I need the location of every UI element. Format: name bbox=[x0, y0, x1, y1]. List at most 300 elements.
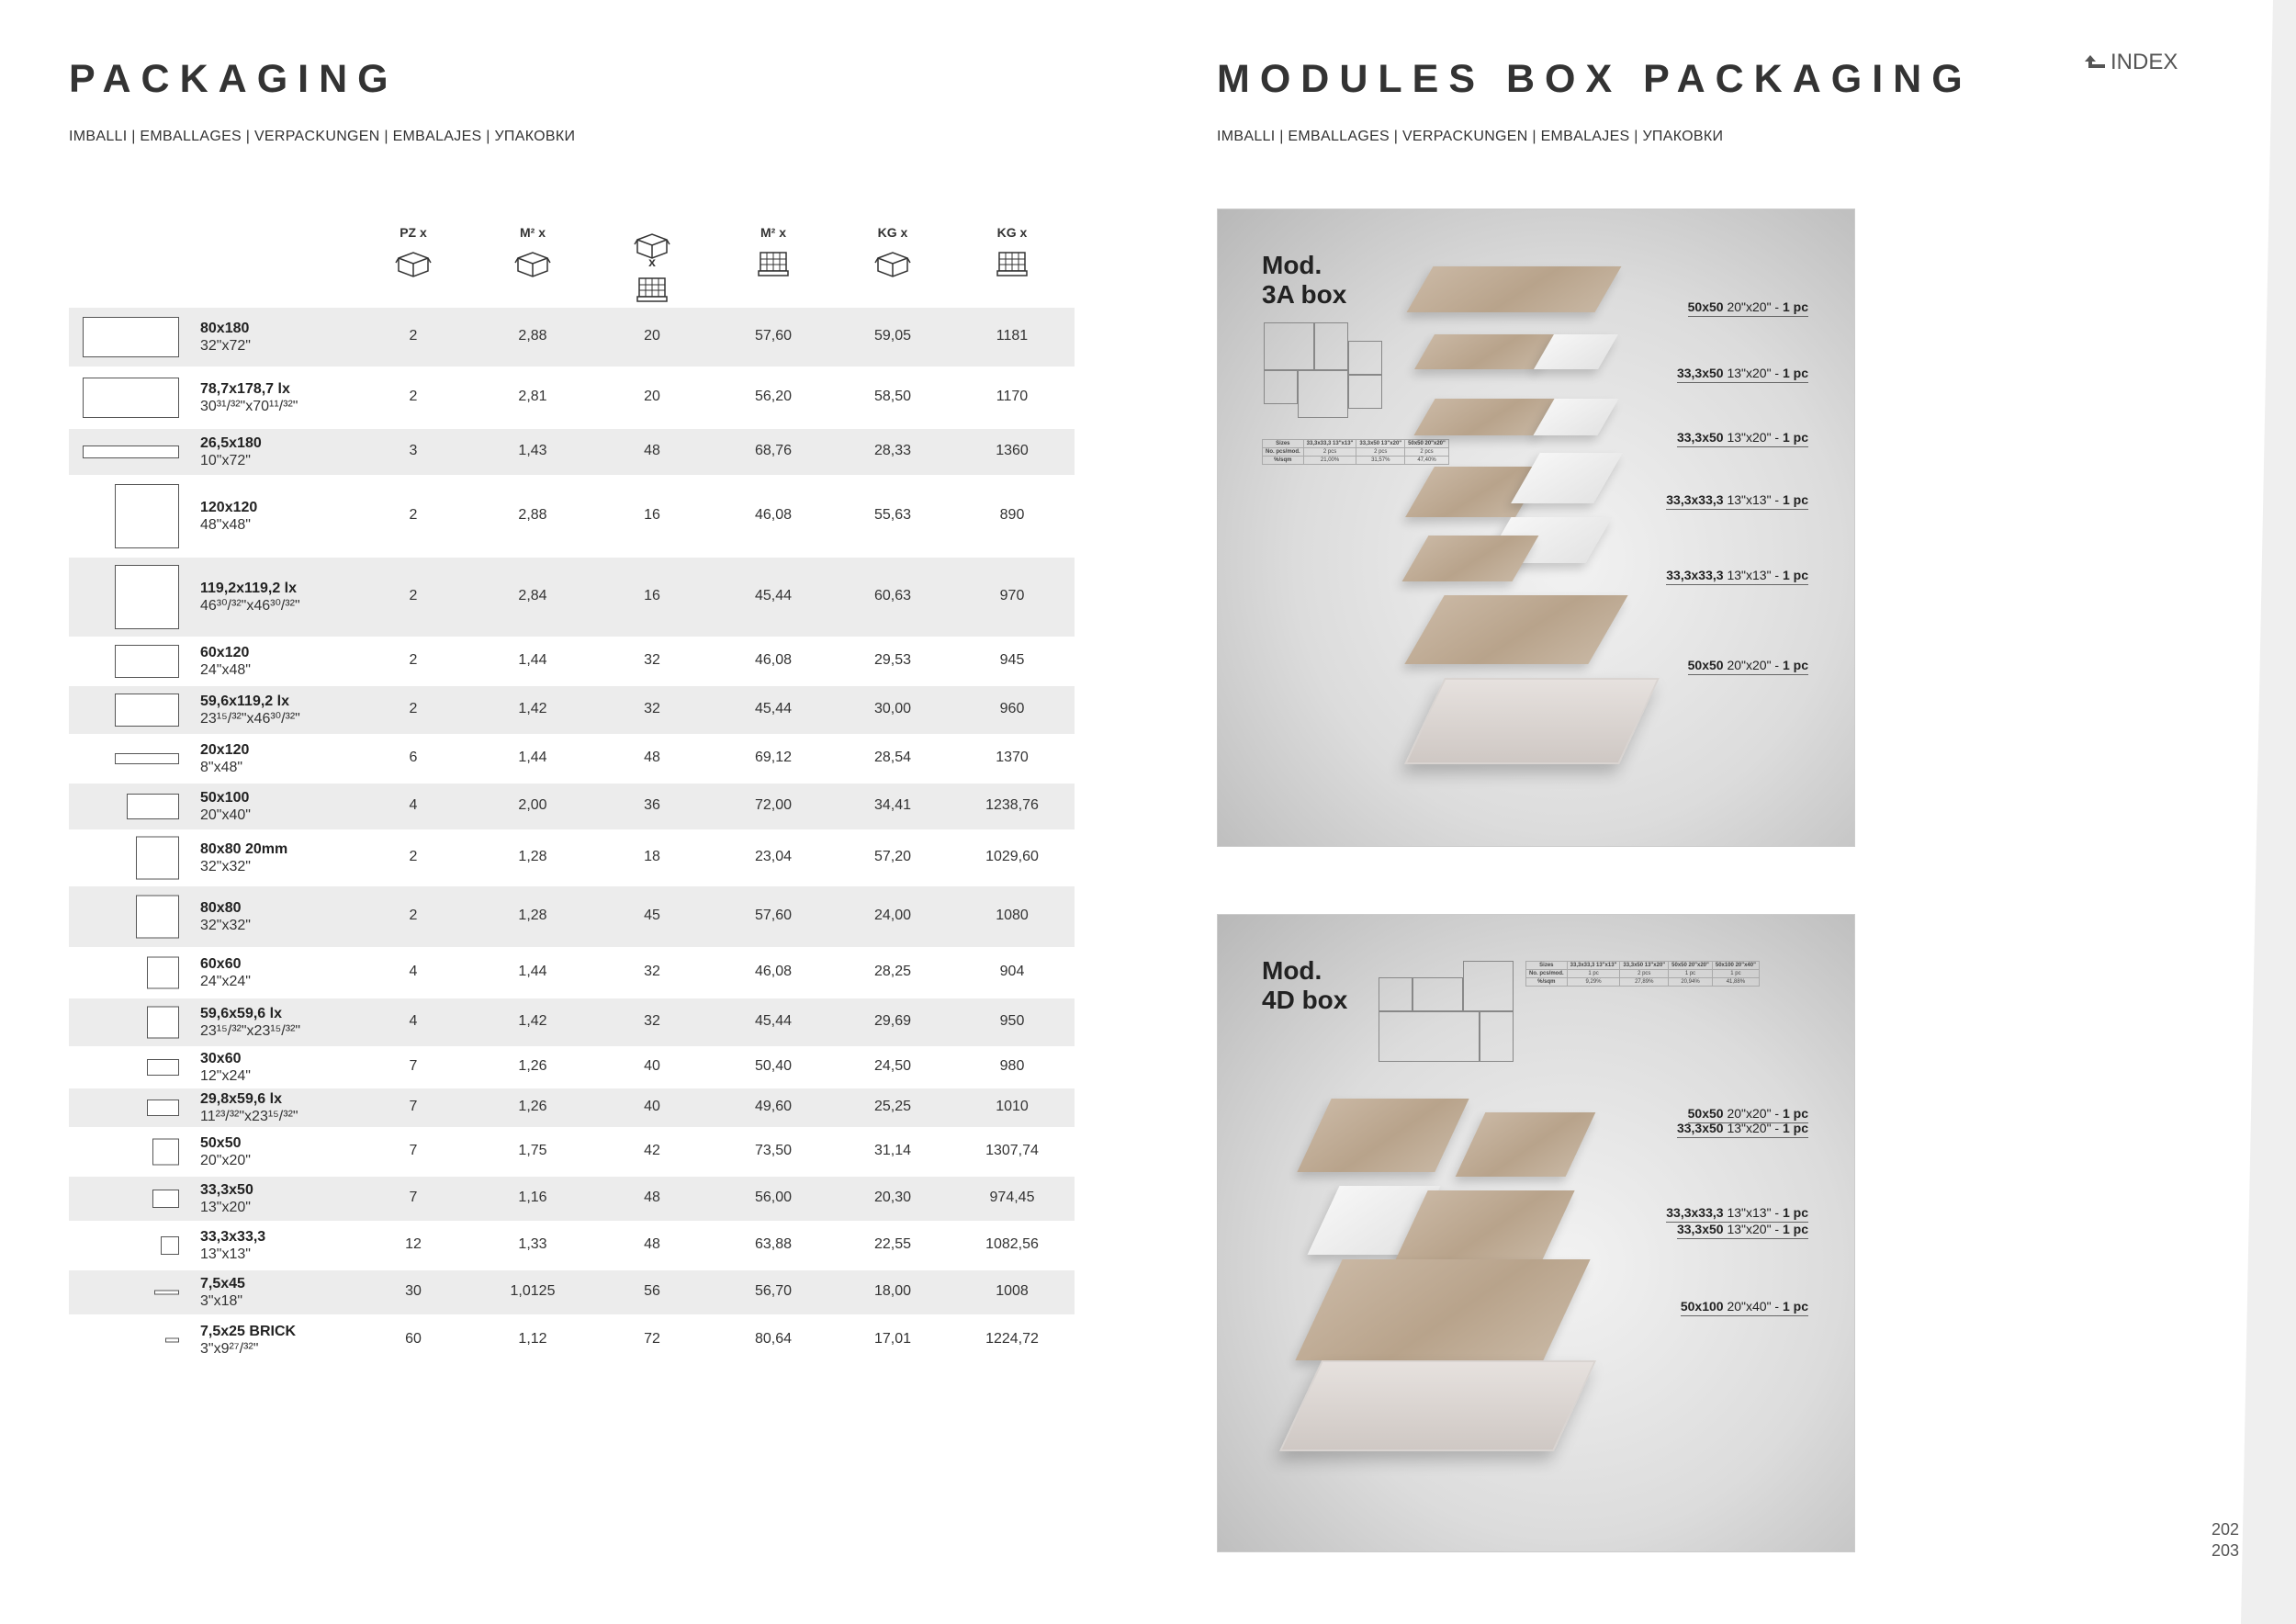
cell-pz: 12 bbox=[405, 1236, 422, 1252]
cell-m2: 1,42 bbox=[518, 1013, 547, 1029]
mini-table-cell: 31,57% bbox=[1356, 457, 1405, 465]
table-row bbox=[69, 1316, 1075, 1364]
cell-kgbox: 22,55 bbox=[873, 1236, 912, 1252]
column-header bbox=[975, 225, 1049, 278]
tile-size-thumbnail-cell bbox=[69, 1177, 184, 1221]
tile-size-thumbnail-cell bbox=[69, 429, 184, 475]
table-row bbox=[69, 1177, 1075, 1221]
column-header-label: KG x bbox=[996, 225, 1028, 240]
cell-pz: 2 bbox=[409, 588, 418, 603]
cell-kgpal: 950 bbox=[999, 1013, 1025, 1029]
mini-table-row bbox=[1526, 978, 1760, 987]
cell-boxes: 20 bbox=[644, 389, 660, 404]
tile-size-thumbnail-cell bbox=[69, 1223, 184, 1269]
box-tray bbox=[1279, 1360, 1596, 1451]
cell-kgpal: 1360 bbox=[996, 443, 1029, 458]
tile-size-imperial: 30³¹/³²"x70¹¹/³²" bbox=[200, 399, 298, 414]
mini-table-cell: 27,89% bbox=[1620, 978, 1669, 987]
pallet-icon bbox=[634, 275, 670, 304]
mini-layout-tile bbox=[1264, 370, 1298, 404]
callout-qty: 1 pc bbox=[1782, 1299, 1808, 1314]
cell-kgbox: 28,33 bbox=[873, 443, 912, 458]
tile-size-thumbnail bbox=[147, 1059, 179, 1076]
callout-imperial: 13"x13" - bbox=[1723, 492, 1783, 507]
tile-size-imperial: 3"x18" bbox=[200, 1293, 243, 1309]
cell-boxes: 32 bbox=[644, 1013, 660, 1029]
tile-size bbox=[200, 320, 251, 355]
tile-size bbox=[200, 840, 287, 875]
tile-size-thumbnail bbox=[127, 794, 179, 819]
box-tray bbox=[1404, 678, 1660, 764]
column-header bbox=[737, 225, 810, 278]
table-row bbox=[69, 686, 1075, 734]
cell-kgbox: 60,63 bbox=[873, 588, 912, 603]
tile-size-thumbnail-cell bbox=[69, 638, 184, 684]
tile-size-thumbnail bbox=[147, 957, 179, 989]
tile-size-metric: 33,3x50 bbox=[200, 1182, 253, 1198]
mini-table-cell: Sizes bbox=[1526, 962, 1568, 970]
table-row bbox=[69, 558, 1075, 637]
cell-kgpal: 1029,60 bbox=[985, 849, 1039, 864]
mini-table-cell: 9,29% bbox=[1567, 978, 1620, 987]
cell-pz: 2 bbox=[409, 849, 418, 864]
tile-size bbox=[200, 899, 251, 934]
cell-pz: 2 bbox=[409, 652, 418, 668]
callout-imperial: 20"x20" - bbox=[1723, 1106, 1783, 1121]
cell-kgbox: 29,69 bbox=[873, 1013, 912, 1029]
table-row bbox=[69, 949, 1075, 997]
callout-imperial: 20"x20" - bbox=[1723, 299, 1783, 314]
cell-kgpal: 1010 bbox=[996, 1099, 1029, 1114]
tile-size-thumbnail bbox=[115, 753, 179, 764]
cell-kgbox: 20,30 bbox=[873, 1190, 912, 1205]
tile-size-thumbnail-cell bbox=[69, 686, 184, 734]
tile-size-thumbnail-cell bbox=[69, 368, 184, 427]
tile-size bbox=[200, 380, 298, 415]
callout-qty: 1 pc bbox=[1782, 299, 1808, 314]
tile-layer bbox=[1402, 536, 1539, 581]
callout-imperial: 13"x20" - bbox=[1723, 1222, 1783, 1236]
mod-3a-title bbox=[1262, 251, 1346, 310]
cell-boxes: 32 bbox=[644, 652, 660, 668]
cell-kgpal: 1238,76 bbox=[985, 797, 1039, 813]
mini-table-cell: 20,94% bbox=[1669, 978, 1713, 987]
cell-kgbox: 24,50 bbox=[873, 1058, 912, 1074]
callout-imperial: 20"x20" - bbox=[1723, 658, 1783, 672]
mini-table-cell: 50x50 20"x20" bbox=[1405, 440, 1449, 448]
tile-size bbox=[200, 580, 300, 615]
tile-size-metric: 80x180 bbox=[200, 321, 250, 336]
mini-layout-tile bbox=[1412, 977, 1463, 1011]
mini-table-row bbox=[1526, 962, 1760, 970]
callout-qty: 1 pc bbox=[1782, 658, 1808, 672]
callout-qty: 1 pc bbox=[1782, 492, 1808, 507]
cell-m2: 2,81 bbox=[518, 389, 547, 404]
mini-table-cell: 50x100 20"x40" bbox=[1712, 962, 1759, 970]
mini-table-cell: 33,3x50 13"x20" bbox=[1356, 440, 1405, 448]
cell-kgpal: 1370 bbox=[996, 750, 1029, 765]
cell-boxes: 32 bbox=[644, 701, 660, 716]
tile-size-metric: 20x120 bbox=[200, 742, 250, 758]
cell-pz: 6 bbox=[409, 750, 418, 765]
cell-m2pal: 45,44 bbox=[754, 588, 793, 603]
mini-table-cell: 50x50 20"x20" bbox=[1669, 962, 1713, 970]
cell-boxes: 56 bbox=[644, 1283, 660, 1299]
cell-pz: 60 bbox=[405, 1331, 422, 1347]
index-link[interactable] bbox=[2083, 50, 2178, 75]
tile-size-metric: 119,2x119,2 lx bbox=[200, 581, 297, 596]
column-header bbox=[496, 225, 569, 278]
tile-size-thumbnail-cell bbox=[69, 736, 184, 782]
cell-m2: 1,28 bbox=[518, 849, 547, 864]
cell-kgpal: 974,45 bbox=[989, 1190, 1035, 1205]
mini-table-cell: 47,40% bbox=[1405, 457, 1449, 465]
mini-table-cell: %/sqm bbox=[1526, 978, 1568, 987]
mod-4d-title-line1: Mod. bbox=[1262, 956, 1322, 985]
tile-size-thumbnail bbox=[161, 1236, 179, 1255]
mini-layout-tile bbox=[1348, 341, 1382, 375]
tile-size bbox=[200, 644, 251, 679]
cell-kgpal: 904 bbox=[999, 964, 1025, 979]
cell-m2: 1,44 bbox=[518, 750, 547, 765]
tile-size bbox=[200, 499, 257, 534]
tile-size bbox=[200, 1134, 251, 1169]
cell-boxes: 48 bbox=[644, 443, 660, 458]
callout-qty: 1 pc bbox=[1782, 568, 1808, 582]
cell-m2pal: 45,44 bbox=[754, 1013, 793, 1029]
callout-label bbox=[1688, 299, 1808, 317]
cell-pz: 4 bbox=[409, 797, 418, 813]
table-row bbox=[69, 1048, 1075, 1087]
callout-label bbox=[1677, 1121, 1808, 1138]
cell-m2: 1,26 bbox=[518, 1099, 547, 1114]
cell-pz: 2 bbox=[409, 701, 418, 716]
tile-size-metric: 30x60 bbox=[200, 1051, 242, 1066]
tile-size-imperial: 23¹⁵/³²"x23¹⁵/³²" bbox=[200, 1023, 301, 1039]
cell-m2: 2,88 bbox=[518, 507, 547, 523]
tile-size-metric: 50x100 bbox=[200, 790, 250, 806]
tile-size-imperial: 8"x48" bbox=[200, 760, 243, 775]
cell-kgpal: 970 bbox=[999, 588, 1025, 603]
tile-size bbox=[200, 1090, 298, 1125]
tile-size bbox=[200, 1275, 245, 1310]
cell-m2pal: 56,20 bbox=[754, 389, 793, 404]
table-row bbox=[69, 1270, 1075, 1314]
cell-boxes: 45 bbox=[644, 908, 660, 923]
cell-kgbox: 30,00 bbox=[873, 701, 912, 716]
mini-table-cell: 41,88% bbox=[1712, 978, 1759, 987]
callout-imperial: 13"x13" - bbox=[1723, 568, 1783, 582]
table-row bbox=[69, 638, 1075, 684]
cell-m2: 1,44 bbox=[518, 652, 547, 668]
mod-4d-mini-table bbox=[1525, 961, 1760, 987]
tile-size-metric: 7,5x25 BRICK bbox=[200, 1324, 297, 1339]
cell-kgpal: 1082,56 bbox=[985, 1236, 1039, 1252]
column-header-label: PZ x bbox=[400, 225, 427, 240]
mod-4d-title-line2: 4D box bbox=[1262, 986, 1348, 1014]
callout-imperial: 13"x20" - bbox=[1723, 1121, 1783, 1135]
cell-m2pal: 49,60 bbox=[754, 1099, 793, 1114]
tile-size-metric: 60x120 bbox=[200, 645, 250, 660]
cell-m2pal: 46,08 bbox=[754, 507, 793, 523]
callout-size: 33,3x33,3 bbox=[1666, 492, 1724, 507]
mini-table-cell: Sizes bbox=[1263, 440, 1304, 448]
tile-size-thumbnail-cell bbox=[69, 1088, 184, 1127]
cell-m2pal: 46,08 bbox=[754, 652, 793, 668]
cell-m2: 2,88 bbox=[518, 328, 547, 344]
cell-m2pal: 45,44 bbox=[754, 701, 793, 716]
tile-size bbox=[200, 1050, 251, 1085]
column-header bbox=[856, 225, 929, 278]
table-row bbox=[69, 429, 1075, 475]
cell-pz: 2 bbox=[409, 389, 418, 404]
column-header-label: x bbox=[648, 254, 656, 269]
mini-layout-tile bbox=[1264, 322, 1314, 370]
tile-layer bbox=[1295, 1259, 1590, 1360]
mini-table-cell: 2 pcs bbox=[1356, 448, 1405, 457]
cell-pz: 3 bbox=[409, 443, 418, 458]
cell-m2pal: 50,40 bbox=[754, 1058, 793, 1074]
tile-size-thumbnail bbox=[83, 445, 179, 458]
mini-table-cell: %/sqm bbox=[1263, 457, 1304, 465]
cell-boxes: 16 bbox=[644, 588, 660, 603]
cell-pz: 7 bbox=[409, 1058, 418, 1074]
mini-table-row bbox=[1526, 970, 1760, 978]
tile-size-thumbnail-cell bbox=[69, 308, 184, 367]
mini-table-row bbox=[1263, 440, 1449, 448]
cell-m2: 1,42 bbox=[518, 701, 547, 716]
cell-boxes: 48 bbox=[644, 750, 660, 765]
callout-qty: 1 pc bbox=[1782, 1106, 1808, 1121]
tile-size-imperial: 20"x20" bbox=[200, 1153, 251, 1168]
tile-size-metric: 33,3x33,3 bbox=[200, 1229, 266, 1245]
callout-label bbox=[1666, 568, 1808, 585]
subtitle-languages: IMBALLI | EMBALLAGES | VERPACKUNGEN | EMBALAJES | УПАКОВКИ bbox=[69, 129, 576, 144]
mini-table-cell: No. pcs/mod. bbox=[1263, 448, 1304, 457]
mini-layout-tile bbox=[1463, 961, 1514, 1011]
tile-size-thumbnail bbox=[115, 484, 179, 548]
mini-table-row bbox=[1263, 457, 1449, 465]
tile-size-metric: 80x80 20mm bbox=[200, 841, 288, 857]
cell-m2: 1,16 bbox=[518, 1190, 547, 1205]
mini-table-cell: 2 pcs bbox=[1405, 448, 1449, 457]
mini-layout-tile bbox=[1480, 1011, 1514, 1062]
cell-boxes: 48 bbox=[644, 1236, 660, 1252]
page-title-packaging: PACKAGING bbox=[69, 57, 399, 101]
cell-kgbox: 28,54 bbox=[873, 750, 912, 765]
tile-size-thumbnail bbox=[147, 1100, 179, 1116]
tile-size-metric: 120x120 bbox=[200, 500, 258, 515]
cell-boxes: 32 bbox=[644, 964, 660, 979]
tile-size-metric: 59,6x59,6 lx bbox=[200, 1006, 282, 1021]
cell-kgpal: 1008 bbox=[996, 1283, 1029, 1299]
cell-m2pal: 56,00 bbox=[754, 1190, 793, 1205]
tile-size-imperial: 24"x48" bbox=[200, 662, 251, 678]
mini-table-cell: 1 pc bbox=[1669, 970, 1713, 978]
callout-label bbox=[1677, 430, 1808, 447]
column-header bbox=[615, 225, 689, 304]
cell-boxes: 40 bbox=[644, 1099, 660, 1114]
tile-size-thumbnail-cell bbox=[69, 886, 184, 947]
cell-pz: 2 bbox=[409, 908, 418, 923]
mini-table-cell: 21,00% bbox=[1303, 457, 1356, 465]
mini-table-cell: No. pcs/mod. bbox=[1526, 970, 1568, 978]
mini-layout-tile bbox=[1379, 977, 1412, 1011]
tile-size bbox=[200, 741, 249, 776]
tile-size-thumbnail bbox=[115, 645, 179, 678]
callout-size: 50x50 bbox=[1687, 1106, 1724, 1121]
cell-kgbox: 17,01 bbox=[873, 1331, 912, 1347]
cell-m2: 1,0125 bbox=[510, 1283, 556, 1299]
page-number-left: 202 bbox=[2212, 1520, 2240, 1539]
mini-table-cell: 33,3x33,3 13"x13" bbox=[1303, 440, 1356, 448]
page-edge-strip bbox=[2241, 0, 2296, 1624]
cell-boxes: 18 bbox=[644, 849, 660, 864]
tile-size-thumbnail bbox=[136, 837, 179, 880]
cell-m2: 1,12 bbox=[518, 1331, 547, 1347]
cell-boxes: 16 bbox=[644, 507, 660, 523]
table-row bbox=[69, 784, 1075, 829]
cell-m2pal: 63,88 bbox=[754, 1236, 793, 1252]
table-row bbox=[69, 308, 1075, 367]
box-icon bbox=[496, 249, 569, 278]
tile-size-imperial: 20"x40" bbox=[200, 807, 251, 823]
callout-size: 33,3x33,3 bbox=[1666, 1205, 1724, 1220]
pallet-icon bbox=[975, 249, 1049, 278]
tile-size bbox=[200, 1228, 265, 1263]
cell-kgpal: 1080 bbox=[996, 908, 1029, 923]
tile-size-thumbnail bbox=[115, 565, 179, 629]
cell-kgpal: 960 bbox=[999, 701, 1025, 716]
cell-m2: 2,84 bbox=[518, 588, 547, 603]
mod-4d-title bbox=[1262, 956, 1347, 1015]
cell-boxes: 42 bbox=[644, 1143, 660, 1158]
cell-m2: 1,28 bbox=[518, 908, 547, 923]
callout-label bbox=[1677, 366, 1808, 383]
tile-size-imperial: 13"x20" bbox=[200, 1200, 251, 1215]
cell-kgpal: 945 bbox=[999, 652, 1025, 668]
callout-size: 33,3x50 bbox=[1676, 430, 1724, 445]
table-row bbox=[69, 1223, 1075, 1269]
pallet-icon bbox=[737, 249, 810, 278]
cell-boxes: 48 bbox=[644, 1190, 660, 1205]
cell-m2: 2,00 bbox=[518, 797, 547, 813]
mini-table-cell: 2 pcs bbox=[1620, 970, 1669, 978]
tile-size-thumbnail-cell bbox=[69, 998, 184, 1046]
cell-m2: 1,33 bbox=[518, 1236, 547, 1252]
cell-kgbox: 34,41 bbox=[873, 797, 912, 813]
tile-size-metric: 7,5x45 bbox=[200, 1276, 245, 1291]
column-header-label: KG x bbox=[877, 225, 908, 240]
table-row bbox=[69, 886, 1075, 947]
tile-size-thumbnail-cell bbox=[69, 1048, 184, 1087]
callout-label bbox=[1666, 492, 1808, 510]
callout-label bbox=[1666, 1205, 1808, 1223]
cell-kgbox: 24,00 bbox=[873, 908, 912, 923]
callout-qty: 1 pc bbox=[1782, 430, 1808, 445]
tile-size-imperial: 48"x48" bbox=[200, 517, 251, 533]
cell-kgpal: 1170 bbox=[996, 389, 1029, 404]
tile-size-thumbnail bbox=[154, 1291, 179, 1295]
tile-size-metric: 29,8x59,6 lx bbox=[200, 1091, 282, 1107]
callout-size: 50x50 bbox=[1687, 658, 1724, 672]
cell-boxes: 20 bbox=[644, 328, 660, 344]
cell-kgbox: 28,25 bbox=[873, 964, 912, 979]
callout-qty: 1 pc bbox=[1782, 1121, 1808, 1135]
box-icon bbox=[856, 249, 929, 278]
table-row bbox=[69, 1129, 1075, 1175]
tile-size-thumbnail bbox=[115, 694, 179, 727]
cell-pz: 30 bbox=[405, 1283, 422, 1299]
cell-pz: 7 bbox=[409, 1099, 418, 1114]
cell-kgbox: 18,00 bbox=[873, 1283, 912, 1299]
tile-size-imperial: 24"x24" bbox=[200, 974, 251, 989]
cell-m2pal: 23,04 bbox=[754, 849, 793, 864]
callout-size: 50x50 bbox=[1687, 299, 1724, 314]
table-row bbox=[69, 368, 1075, 427]
cell-m2pal: 56,70 bbox=[754, 1283, 793, 1299]
cell-boxes: 72 bbox=[644, 1331, 660, 1347]
tile-size-imperial: 13"x13" bbox=[200, 1246, 251, 1262]
mod-3a-title-line2: 3A box bbox=[1262, 280, 1347, 309]
callout-imperial: 13"x13" - bbox=[1723, 1205, 1783, 1220]
cell-m2pal: 69,12 bbox=[754, 750, 793, 765]
cell-kgpal: 1224,72 bbox=[985, 1331, 1039, 1347]
tile-size-imperial: 12"x24" bbox=[200, 1068, 251, 1084]
tile-size-imperial: 11²³/³²"x23¹⁵/³²" bbox=[200, 1109, 298, 1124]
mini-table-row bbox=[1263, 448, 1449, 457]
mini-layout-tile bbox=[1379, 1011, 1480, 1062]
cell-m2: 1,75 bbox=[518, 1143, 547, 1158]
cell-kgbox: 29,53 bbox=[873, 652, 912, 668]
tile-size-metric: 80x80 bbox=[200, 900, 242, 916]
cell-kgbox: 55,63 bbox=[873, 507, 912, 523]
tile-size-imperial: 32"x32" bbox=[200, 859, 251, 874]
callout-imperial: 13"x20" - bbox=[1723, 366, 1783, 380]
index-label: INDEX bbox=[2110, 50, 2178, 74]
tile-size-thumbnail-cell bbox=[69, 477, 184, 556]
mini-table-cell: 1 pc bbox=[1567, 970, 1620, 978]
callout-qty: 1 pc bbox=[1782, 366, 1808, 380]
table-row bbox=[69, 1088, 1075, 1127]
tile-size bbox=[200, 1323, 296, 1358]
tile-size bbox=[200, 789, 251, 824]
cell-m2pal: 73,50 bbox=[754, 1143, 793, 1158]
cell-pz: 2 bbox=[409, 328, 418, 344]
page-number-right: 203 bbox=[2212, 1541, 2240, 1560]
callout-size: 33,3x50 bbox=[1676, 1222, 1724, 1236]
callout-size: 50x100 bbox=[1680, 1299, 1724, 1314]
tile-layer bbox=[1407, 266, 1622, 312]
cell-m2pal: 72,00 bbox=[754, 797, 793, 813]
column-header-label: M² x bbox=[760, 225, 786, 240]
cell-m2pal: 46,08 bbox=[754, 964, 793, 979]
cell-pz: 2 bbox=[409, 507, 418, 523]
cell-kgbox: 57,20 bbox=[873, 849, 912, 864]
tile-size-thumbnail-cell bbox=[69, 1316, 184, 1364]
table-row bbox=[69, 736, 1075, 782]
callout-size: 33,3x50 bbox=[1676, 1121, 1724, 1135]
callout-qty: 1 pc bbox=[1782, 1205, 1808, 1220]
tile-size-thumbnail bbox=[83, 317, 179, 357]
tile-size-thumbnail-cell bbox=[69, 831, 184, 885]
tile-size-metric: 59,6x119,2 lx bbox=[200, 694, 289, 709]
tile-size-thumbnail-cell bbox=[69, 784, 184, 829]
tile-size-imperial: 32"x32" bbox=[200, 918, 251, 933]
tile-size-imperial: 46³⁰/³²"x46³⁰/³²" bbox=[200, 598, 300, 614]
callout-imperial: 20"x40" - bbox=[1723, 1299, 1783, 1314]
mini-table-cell: 2 pcs bbox=[1303, 448, 1356, 457]
